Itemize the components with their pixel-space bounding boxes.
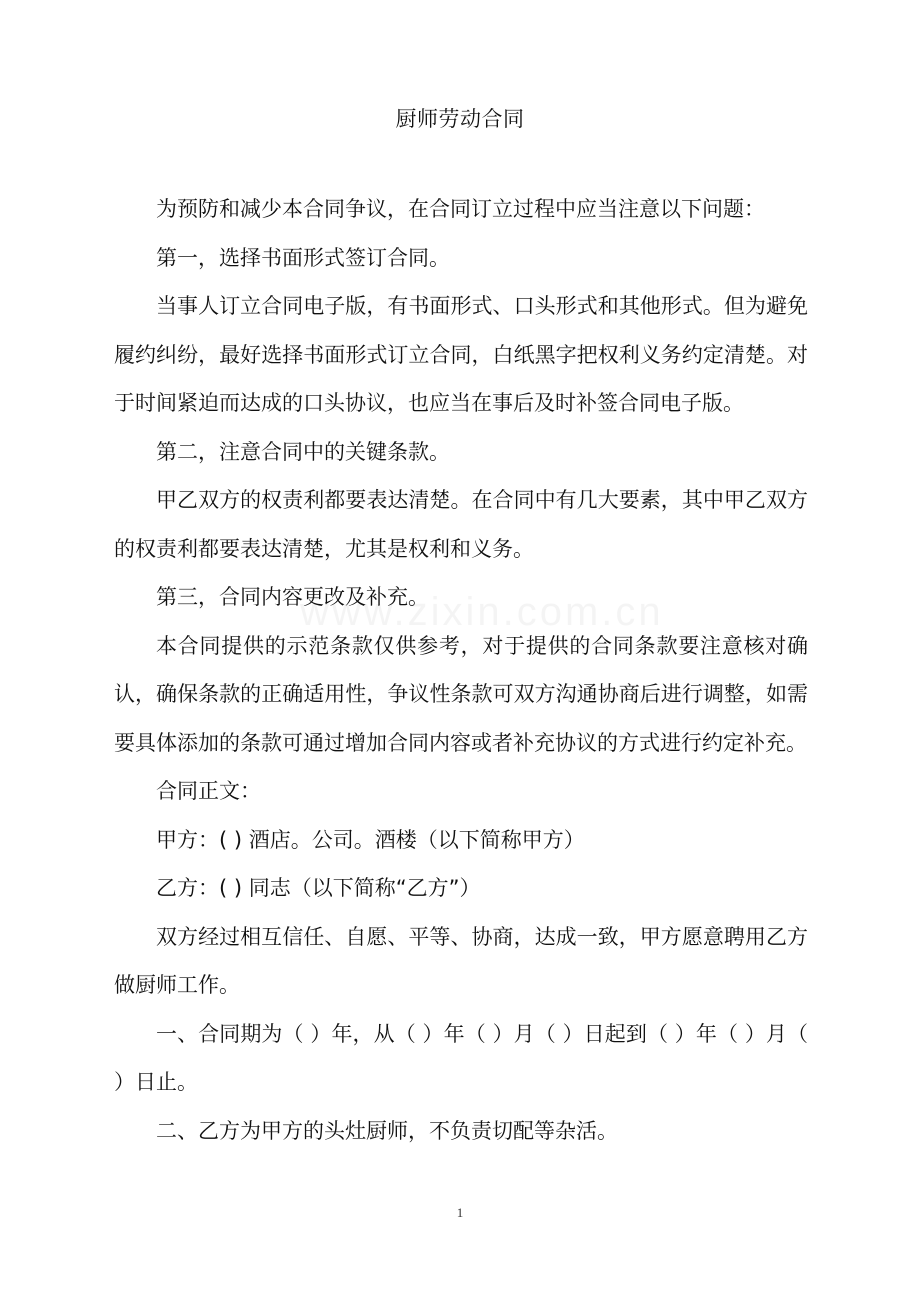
paragraph-party-a: 甲方：( ) 酒店。公司。酒楼（以下简称甲方） xyxy=(156,827,585,852)
document-body xyxy=(114,185,808,1155)
page-number: 1 xyxy=(456,1205,464,1220)
paragraph-clause-2: 二、乙方为甲方的头灶厨师，不负责切配等杂活。 xyxy=(156,1118,618,1143)
paragraph-point-1-heading: 第一，选择书面形式签订合同。 xyxy=(156,245,450,270)
paragraph-point-1-body: 当事人订立合同电子版，有书面形式、口头形式和其他形式。但为避免履约纠纷，最好选择书面形式订立合同，白纸黑字把权利义务约定清楚。对于时间紧迫而达成的口头协议，也应当在事后及时补签合同电子版。 xyxy=(114,294,808,415)
paragraph-agreement: 双方经过相互信任、自愿、平等、协商，达成一致，甲方愿意聘用乙方做厨师工作。 xyxy=(114,924,808,997)
paragraph-point-3-body: 本合同提供的示范条款仅供参考，对于提供的合同条款要注意核对确认，确保条款的正确适用性，争议性条款可双方沟通协商后进行调整，如需要具体添加的条款可通过增加合同内容或者补充协议的方式进行约定补充。 xyxy=(114,633,808,755)
paragraph-point-2-body: 甲乙双方的权责利都要表达清楚。在合同中有几大要素，其中甲乙双方的权责利都要表达清楚，尤其是权利和义务。 xyxy=(114,488,808,561)
paragraph-contract-body-label: 合同正文： xyxy=(156,779,261,803)
paragraph-clause-1: 一、合同期为（ ）年，从（ ）年（ ）月（ ）日起到（ ）年（ ）月（ ）日止。 xyxy=(114,1021,808,1094)
paragraph-party-b: 乙方：( ) 同志（以下简称“乙方”） xyxy=(156,876,481,900)
document-title: 厨师劳动合同 xyxy=(395,107,525,131)
paragraph-point-3-heading: 第三，合同内容更改及补充。 xyxy=(156,585,429,609)
paragraph-point-2-heading: 第二，注意合同中的关键条款。 xyxy=(156,439,450,464)
paragraph-intro: 为预防和减少本合同争议，在合同订立过程中应当注意以下问题： xyxy=(156,197,765,221)
